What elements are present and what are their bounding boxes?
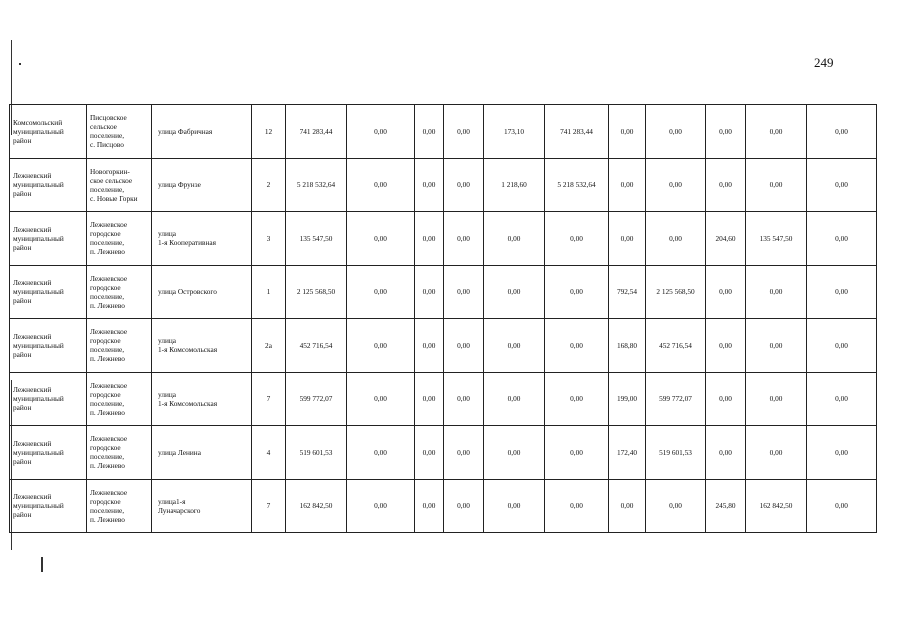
district-cell: Комсомольский муниципальный район [10, 105, 87, 159]
area-cell: 0,00 [706, 372, 746, 426]
area-cell: 173,10 [484, 105, 545, 159]
amount-cell: 0,00 [807, 105, 877, 159]
amount-cell: 0,00 [545, 479, 609, 533]
amount-cell: 162 842,50 [746, 479, 807, 533]
amount-cell: 0,00 [415, 426, 444, 480]
district-cell: Лежневский муниципальный район [10, 158, 87, 212]
settlement-cell: Лежневское городское поселение, п. Лежнево [87, 212, 152, 266]
amount-cell: 135 547,50 [746, 212, 807, 266]
amount-cell: 519 601,53 [646, 426, 706, 480]
amount-cell: 741 283,44 [286, 105, 347, 159]
table-row [10, 426, 877, 480]
amount-cell: 0,00 [444, 426, 484, 480]
amount-cell: 0,00 [444, 372, 484, 426]
street-cell: улица Фрунзе [152, 158, 252, 212]
amount-cell: 0,00 [545, 426, 609, 480]
amount-cell: 0,00 [646, 212, 706, 266]
amount-cell: 0,00 [347, 479, 415, 533]
amount-cell: 0,00 [444, 158, 484, 212]
table-body [10, 105, 877, 533]
amount-cell: 0,00 [347, 212, 415, 266]
amount-cell: 5 218 532,64 [545, 158, 609, 212]
table-row [10, 372, 877, 426]
house-number-cell: 3 [252, 212, 286, 266]
amount-cell: 0,00 [646, 105, 706, 159]
area-cell: 0,00 [609, 105, 646, 159]
table-row [10, 479, 877, 533]
table-row [10, 212, 877, 266]
amount-cell: 162 842,50 [286, 479, 347, 533]
settlement-cell: Лежневское городское поселение, п. Лежнево [87, 479, 152, 533]
amount-cell: 5 218 532,64 [286, 158, 347, 212]
area-cell: 199,00 [609, 372, 646, 426]
area-cell: 792,54 [609, 265, 646, 319]
area-cell: 0,00 [706, 319, 746, 373]
area-cell: 245,80 [706, 479, 746, 533]
area-cell: 1 218,60 [484, 158, 545, 212]
settlement-cell: Лежневское городское поселение, п. Лежнево [87, 319, 152, 373]
page-number: 249 [814, 55, 834, 70]
amount-cell: 0,00 [347, 105, 415, 159]
amount-cell: 0,00 [746, 372, 807, 426]
amount-cell: 0,00 [347, 372, 415, 426]
street-cell: улица1-я Луначарского [152, 479, 252, 533]
area-cell: 0,00 [484, 479, 545, 533]
amount-cell: 452 716,54 [646, 319, 706, 373]
house-number-cell: 7 [252, 372, 286, 426]
street-cell: улица 1-я Комсомольская [152, 319, 252, 373]
district-cell: Лежневский муниципальный район [10, 479, 87, 533]
amount-cell: 0,00 [347, 265, 415, 319]
table-row [10, 265, 877, 319]
amount-cell: 2 125 568,50 [286, 265, 347, 319]
amount-cell: 0,00 [545, 372, 609, 426]
street-cell: улица Фабричная [152, 105, 252, 159]
amount-cell: 0,00 [545, 212, 609, 266]
amount-cell: 0,00 [807, 319, 877, 373]
amount-cell: 0,00 [746, 319, 807, 373]
amount-cell: 0,00 [347, 426, 415, 480]
area-cell: 0,00 [484, 372, 545, 426]
amount-cell: 0,00 [807, 158, 877, 212]
amount-cell: 0,00 [746, 158, 807, 212]
house-number-cell: 2 [252, 158, 286, 212]
house-number-cell: 4 [252, 426, 286, 480]
amount-cell: 2 125 568,50 [646, 265, 706, 319]
amount-cell: 0,00 [807, 372, 877, 426]
scan-dot [19, 63, 21, 65]
house-number-cell: 12 [252, 105, 286, 159]
amount-cell: 0,00 [415, 212, 444, 266]
amount-cell: 0,00 [415, 319, 444, 373]
area-cell: 0,00 [706, 158, 746, 212]
amount-cell: 0,00 [646, 158, 706, 212]
housing-table [9, 104, 877, 533]
amount-cell: 0,00 [415, 479, 444, 533]
amount-cell: 0,00 [347, 158, 415, 212]
amount-cell: 519 601,53 [286, 426, 347, 480]
area-cell: 0,00 [706, 105, 746, 159]
amount-cell: 0,00 [444, 212, 484, 266]
amount-cell: 0,00 [444, 105, 484, 159]
amount-cell: 0,00 [807, 479, 877, 533]
amount-cell: 599 772,07 [646, 372, 706, 426]
amount-cell: 599 772,07 [286, 372, 347, 426]
house-number-cell: 7 [252, 479, 286, 533]
area-cell: 0,00 [484, 212, 545, 266]
street-cell: улица 1-я Комсомольская [152, 372, 252, 426]
amount-cell: 0,00 [807, 265, 877, 319]
amount-cell: 0,00 [444, 319, 484, 373]
settlement-cell: Лежневское городское поселение, п. Лежнево [87, 372, 152, 426]
amount-cell: 0,00 [646, 479, 706, 533]
area-cell: 0,00 [706, 265, 746, 319]
amount-cell: 0,00 [347, 319, 415, 373]
settlement-cell: Лежневское городское поселение, п. Лежнево [87, 265, 152, 319]
amount-cell: 0,00 [807, 212, 877, 266]
table-row [10, 105, 877, 159]
amount-cell: 0,00 [807, 426, 877, 480]
amount-cell: 135 547,50 [286, 212, 347, 266]
amount-cell: 0,00 [415, 158, 444, 212]
area-cell: 0,00 [609, 158, 646, 212]
amount-cell: 0,00 [415, 265, 444, 319]
settlement-cell: Новогоркин- ское сельское поселение, с. Новые Горки [87, 158, 152, 212]
amount-cell: 0,00 [444, 479, 484, 533]
area-cell: 0,00 [484, 265, 545, 319]
settlement-cell: Лежневское городское поселение, п. Лежнево [87, 426, 152, 480]
amount-cell: 0,00 [415, 105, 444, 159]
amount-cell: 0,00 [444, 265, 484, 319]
district-cell: Лежневский муниципальный район [10, 265, 87, 319]
street-cell: улица Островского [152, 265, 252, 319]
area-cell: 0,00 [609, 212, 646, 266]
area-cell: 204,60 [706, 212, 746, 266]
amount-cell: 0,00 [415, 372, 444, 426]
street-cell: улица Ленина [152, 426, 252, 480]
amount-cell: 0,00 [746, 265, 807, 319]
district-cell: Лежневский муниципальный район [10, 426, 87, 480]
street-cell: улица 1-я Кооперативная [152, 212, 252, 266]
amount-cell: 0,00 [545, 265, 609, 319]
district-cell: Лежневский муниципальный район [10, 319, 87, 373]
area-cell: 0,00 [706, 426, 746, 480]
area-cell: 172,40 [609, 426, 646, 480]
amount-cell: 0,00 [746, 426, 807, 480]
amount-cell: 0,00 [545, 319, 609, 373]
house-number-cell: 2а [252, 319, 286, 373]
area-cell: 0,00 [484, 426, 545, 480]
house-number-cell: 1 [252, 265, 286, 319]
district-cell: Лежневский муниципальный район [10, 372, 87, 426]
settlement-cell: Писцовское сельское поселение, с. Писцово [87, 105, 152, 159]
scan-mark [41, 557, 43, 572]
district-cell: Лежневский муниципальный район [10, 212, 87, 266]
amount-cell: 741 283,44 [545, 105, 609, 159]
amount-cell: 452 716,54 [286, 319, 347, 373]
table-row [10, 319, 877, 373]
area-cell: 0,00 [609, 479, 646, 533]
amount-cell: 0,00 [746, 105, 807, 159]
area-cell: 168,80 [609, 319, 646, 373]
area-cell: 0,00 [484, 319, 545, 373]
table-row [10, 158, 877, 212]
